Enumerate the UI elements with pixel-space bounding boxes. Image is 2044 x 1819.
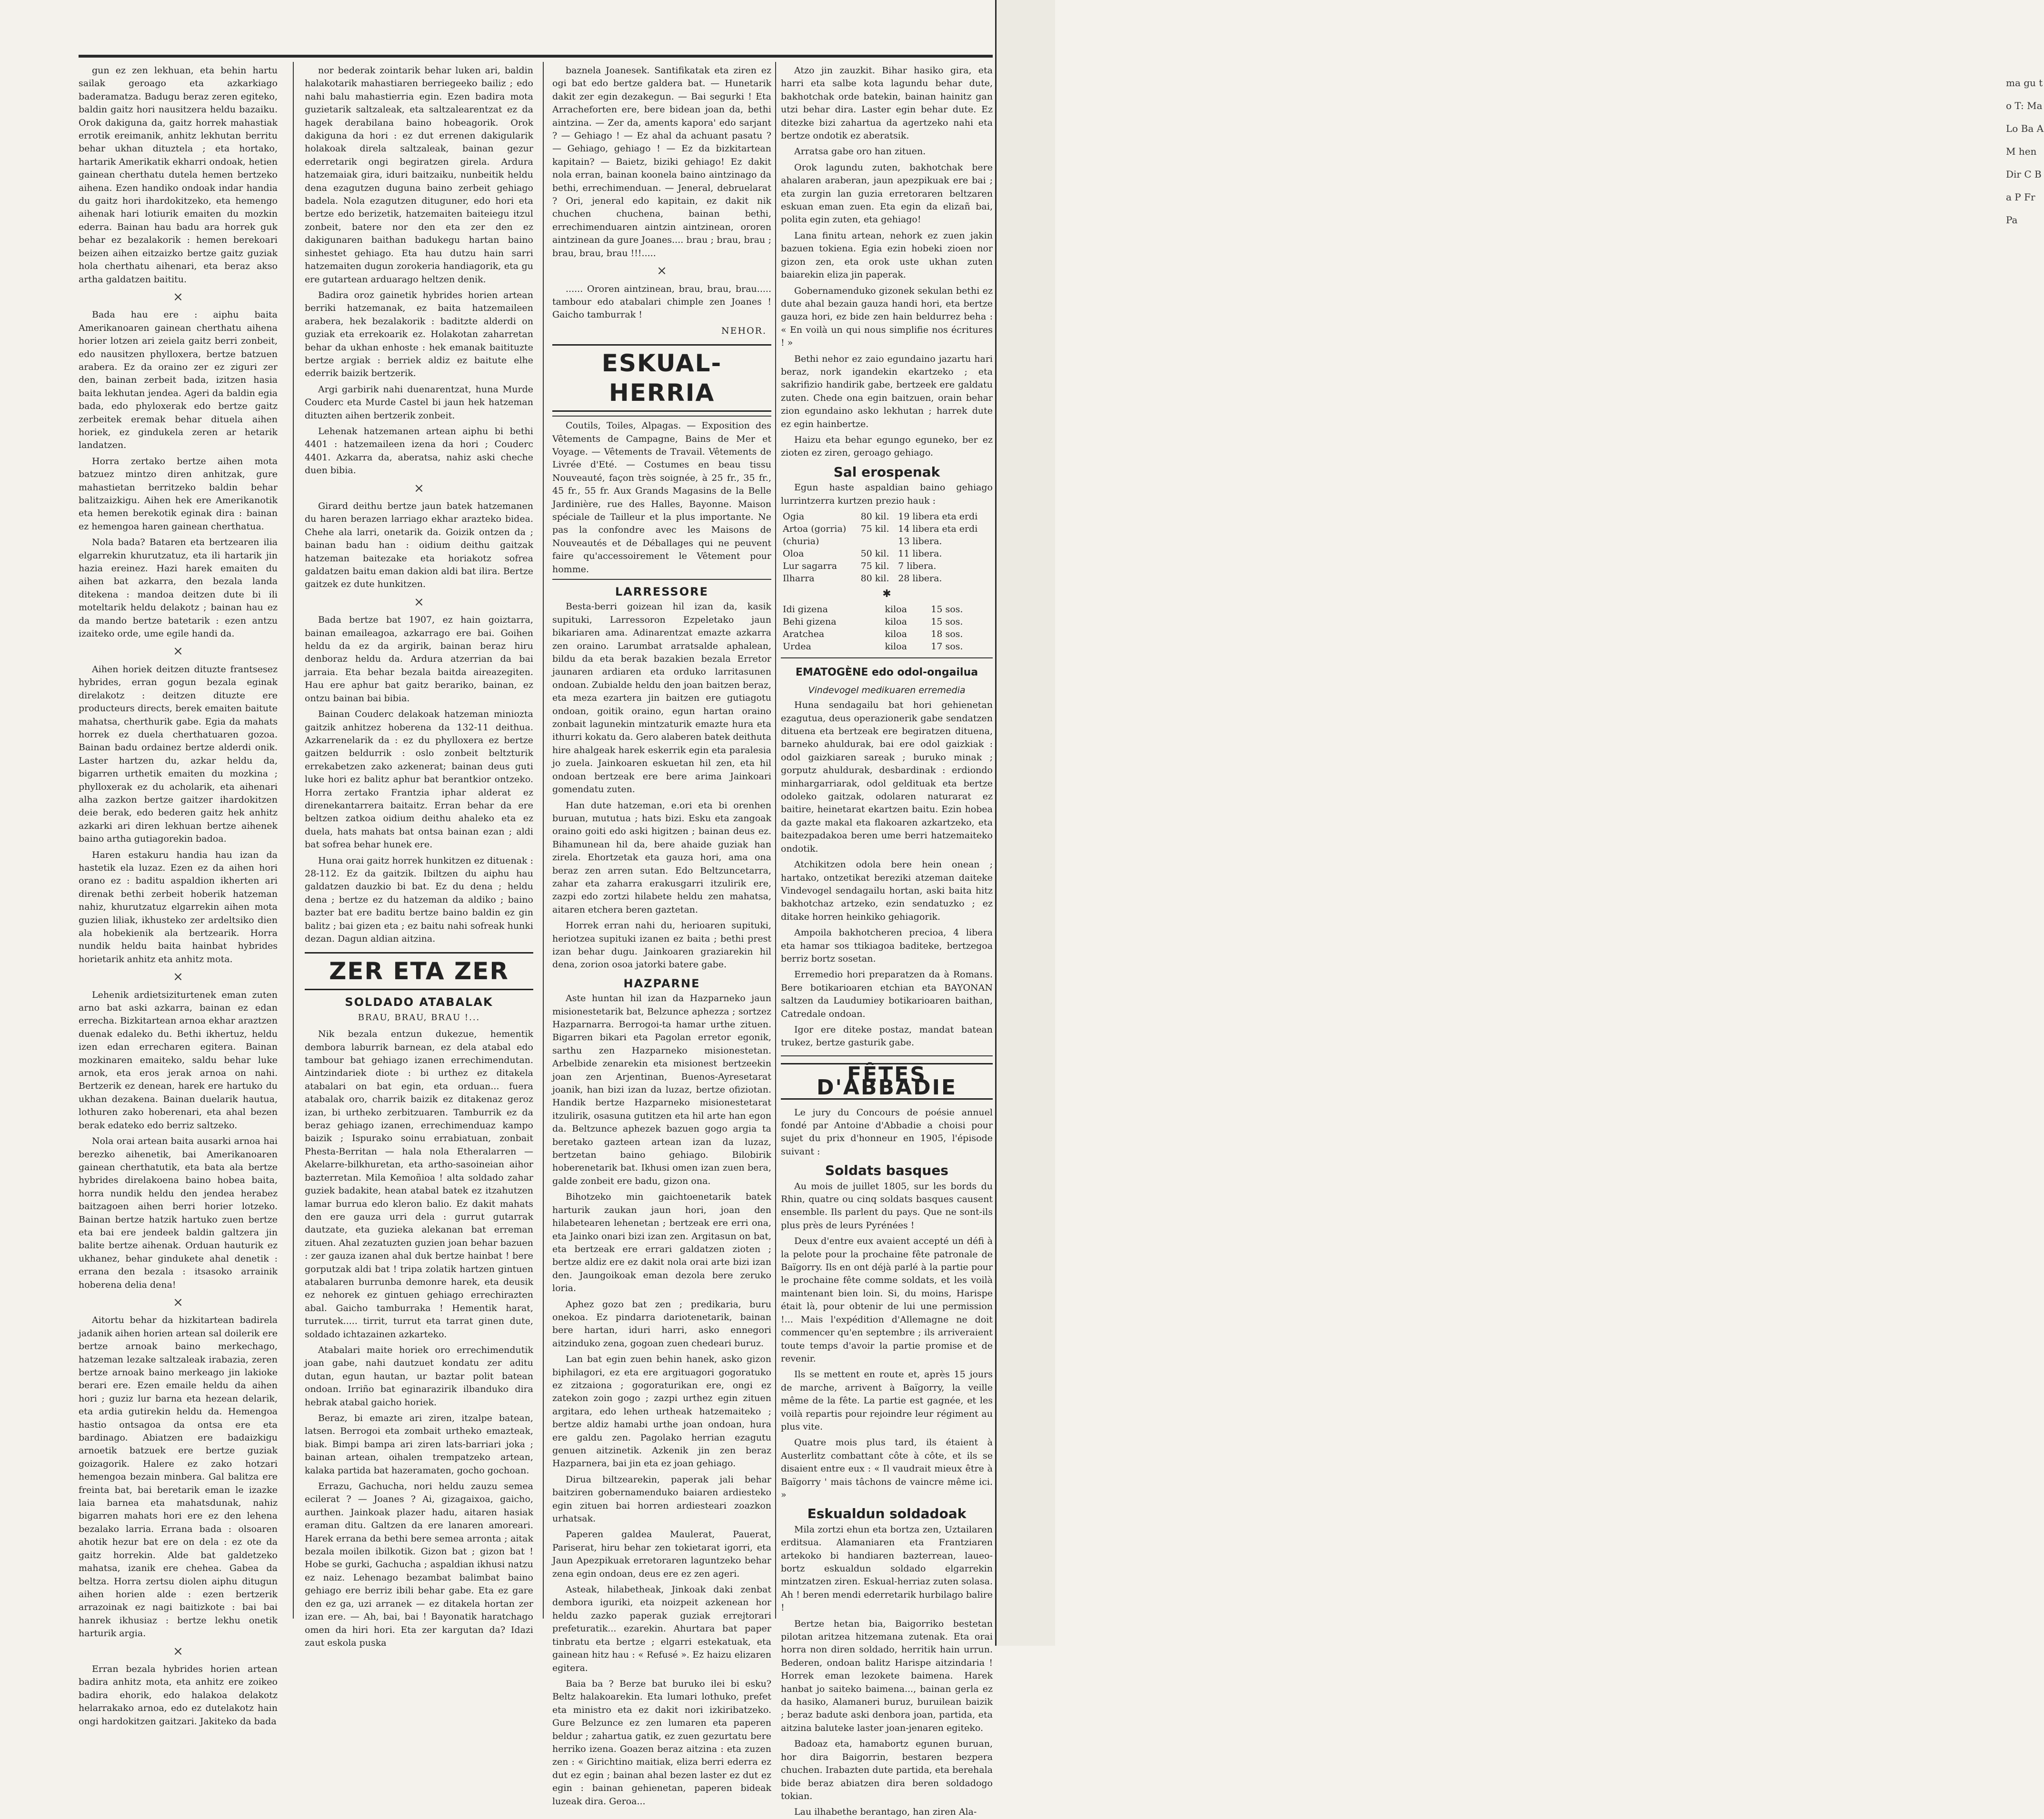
price-cell-item: Aratchea bbox=[783, 629, 825, 640]
soldats-basques-text bbox=[781, 1180, 993, 1502]
paragraph: Nola orai artean baita ausarki arnoa hai berezko aihenetik, bai Amerikanoaren gainean cherthatutik, eta bata ala bertze hybrides direlakoena baino hobea baita, horra nundik heldu den jendea herabez baitzagoen aihen berri horier lotzeko. Bainan bertze hatzik hartuko zuen bertze eta bai ere jendeek baldin galtzera jin balite bertze aihenak. Orduan hauturik ez ukhanez, behar gindukete ahal denetik : errana den bezala : itsasoko arrainik hoberena delia dena! bbox=[79, 1136, 278, 1290]
section-separator-cross: × bbox=[657, 264, 667, 278]
price-row bbox=[781, 603, 993, 616]
paragraph: gun ez zen lekhuan, eta behin hartu sailak geroago eta azkarkiago baderamatza. Badugu beraz zeren egiteko, baldin gaitz hori nausitzera heldu bazaiku. Orok dakiguna da, gaitz horrek mahastiak errotik ereimanik, anhitz lekhutan berritu behar ukhan dituztela ; eta hortako, hartarik Amerikatik ekharri ondoak, hetien gainean cherthatu dutela hemen bertzeko aihena. Ezen handiko ondoak indar handia du gaitz hori ihardokitzeko, eta hemengo aihenak hari lotiurik emaiten du mozkin ederra. Bainan hau badu ara horrek guk behar ez bezalakorik : hemen berekoari beizen aihen eitzaizko bertze gaitz guziak hola cherthatu aihenari, eta beraz akso artha galdatzen baititu. bbox=[79, 65, 278, 285]
paragraph: Lana finitu artean, nehork ez zuen jakin bazuen tokiena. Egia ezin hobeki zioen nor gizon zen, eta orok uste ukhan zuten baiarekin eliza jin paperak. bbox=[781, 230, 993, 280]
paragraph: Huna sendagailu bat hori gehienetan ezagutua, deus operazionerik gabe sendatzen dituena eta bertzeak ere begiratzen dituena, barneko ahuldurak, bai ere odol gaizkiak : odol gaizkiaren sareak ; buruko minak ; gorputz ahuldurak, desbardinak : erdiondo minhargarriarak, odol geldituak eta bertze odoleko gaitzak, odolaren naturarat ez baitire, heinetarat ekartzen baitu. Ezin hobea da gazte makal eta flakoaren azkartzeko, eta baitezpadakoa beren ume berri hatzemaiteko ondotik. bbox=[781, 700, 993, 854]
belle-jardiniere-ad: Coutils, Toiles, Alpagas. — Exposition des Vêtements de Campagne, Bains de Mer et Voyage. — Vêtements de Travail. Vêtements de Livrée d'Eté. — Costumes en beau tissu Nouveauté, façon très soignée, à 25 fr., 35 fr., 45 fr., 55 fr. Aux Grands Magasins de la Belle Jardinière, rue des Halles, Bayonne. Maison spéciale de Tailleur et la plus importante. Ne pas la confondre avec les Maisons de Nouveautés et de Déballages qui ne peuvent faire qu'accessoirement le Vêtement pour homme. bbox=[552, 416, 771, 580]
price-row bbox=[781, 547, 993, 560]
paragraph: Lehenik ardietsiziturtenek eman zuten arno bat aski azkarra, bainan ez edan errecha. Bizkitartean arnoa ekhar araztzen duenak edaleko du. Bethi ikhertuz, heldu izen edan errecharen egitera. Bainan mozkinaren emaiteko, saldu behar luke arnok, eta eros jerak arnoa on nahi. Bertzerik ez denean, harek ere hartuko du ukhan dezakena. Bainan duelarik hautua, lothuren zako hoberenari, eta ahal bezen berak edateko edo berriz saltzeko. bbox=[79, 989, 278, 1131]
star-separator: ✱ bbox=[882, 588, 891, 600]
price-cell-price: 28 libera. bbox=[898, 573, 942, 584]
price-cell-price: 15 sos. bbox=[931, 604, 963, 615]
paragraph: Huna orai gaitz horrek hunkitzen ez dituenak : 28-112. Ez da gaitzik. Ibiltzen du aiphu hau galdatzen dauzkio bi bat. Ez du dena ; heldu dena ; bertze ez du hatzeman da aldiko ; baino bazter bat ere baditu bertze baino baldin ez gin balitz ; bai gizen eta ; ez baitu nahi sofreak hunki dezan. Dagun aldian aitzina. bbox=[305, 855, 533, 944]
paragraph: Lau ilhabethe berantago, han ziren Ala- bbox=[794, 1807, 977, 1818]
eskual-herria-masthead: ESKUAL-HERRIA bbox=[552, 344, 771, 412]
paragraph: Badira oroz gainetik hybrides horien artean berriki hatzemanak, ez baita hatzemaileen arabera, hek bezalakorik : baditzte alderdi on guziak eta errekoarik ez. Holakotan zaharretan behar da ukhan enhoste : hek emanak baitituzte bertze argiak : berriek aldiz ez baitute elhe ederrik baizik bertzerik. bbox=[305, 289, 533, 379]
paragraph: Le jury du Concours de poésie annuel fondé par Antoine d'Abbadie a choisi pour sujet du prix d'honneur en 1905, l'épisode suivant : bbox=[781, 1107, 993, 1157]
price-cell-price: 13 libera. bbox=[898, 536, 942, 547]
price-cell-price: 19 libera eta erdi bbox=[898, 511, 978, 522]
price-cell-item: Urdea bbox=[783, 641, 811, 652]
price-cell-item: Ilharra bbox=[783, 573, 815, 584]
paragraph: Deux d'entre eux avaient accepté un défi à la pelote pour la prochaine fête patronale de Baïgorry. Ils en ont déjà parlé à la partie pour le prochaine fête comme soldats, et les voilà maintenant bien loin. Si, du moins, Harispe était là, pour obtenir de lui une permission !... Mais l'expédition d'Allemagne ne doit commencer qu'en septembre ; ils arriveraient toute temps d'avoir la partie promise et de revenir. bbox=[781, 1236, 993, 1364]
price-cell-item: (churia) bbox=[783, 536, 819, 547]
paragraph: Gobernamenduko gizonek sekulan bethi ez dute ahal bezain gauza handi hori, eta bertze gauza hori, ez bide zen hain beldurrez beha : « En voilà un qui nous simplifie nos écritures ! » bbox=[781, 285, 993, 348]
market-intro: Egun haste aspaldian baino gehiago lurrintzerra kurtzen prezio hauk : bbox=[781, 482, 993, 506]
paragraph: Erran bezala hybrides horien artean badira anhitz mota, eta anhitz ere zoikeo badira ehorik, edo halakoa delakotz helarrakako arnoa, edo ez dutelakotz hain ongi hardokitzen gaitzari. Jakiteko da bada bbox=[79, 1663, 278, 1727]
price-cell-measure: 75 kil. bbox=[860, 561, 889, 571]
paragraph: ...... Ororen aintzinean, brau, brau, brau..... tambour edo atabalari chimple zen Joanes ! Gaicho tamburrak ! bbox=[552, 283, 771, 320]
paragraph: baznela Joanesek. Santifikatak eta ziren ez ogi bat edo bertze galdera bat. — Hunetarik dakit zer egin dezakegun. — Bai segurki ! Eta Arracheforten ere, bere bidean joan da, bethi aintzina. — Zer da, aments kapora' edo sarjant ? — Gehiago ! — Ez ahal da achuant pasatu ? — Gehiago, gehiago ! — Ez da bizkitartean kapitain? — Baietz, biziki gehiago! Ez dakit nola erran, bainan koonela baino aintzinago da bethi, errechimenduan. — Jeneral, debruelarat ? Ori, jeneral edo kapitain, ez dakit nik chuchen chuchena, bainan bethi, errechimenduaren aintzin aintzinean, ororen aintzinean da gure Joanes.... brau ; brau, brau ; brau, brau, brau !!!..... bbox=[552, 65, 771, 258]
adjacent-page-edge bbox=[995, 0, 2044, 1646]
paragraph: Bada bertze bat 1907, ez hain goiztarra, bainan emaileagoa, azkarrago ere bai. Goihen heldu da ez da argirik, bainan beraz hiru denboraz heldu da. Ardura atzerrian da bai jarraia. Eta behar bezala baitda aireazegiten. Hau ere aphur bat gaitz berariko, bainan, ez ontzu bainan bai bibia. bbox=[305, 615, 533, 704]
ematogene-subtitle: Vindevogel medikuaren erremedia bbox=[808, 685, 966, 696]
paragraph: Besta-berri goizean hil izan da, kasik supituki, Larressoron Ezpeletako jaun bikariaren ama. Adinarentzat emazte azkarra zen oraino. Larumbat arratsalde aphalean, bildu da eta berak bazakien bezala Erretor jaunaren ardiaren eta orduko larritasunen ondoan. Zubialde heldu den joan baitzen beraz, eta meza ezartera jin baitzen ere gutiagotu ondoan, goitik oraino, egun hartan oraino zonbait lagunekin mintzaturik emazte hura eta ithurri kokatu da. Gero alaberen batek deithuta hire ahalgeak harek eskerrik egin eta paralesia jo zuela. Jainkoaren eskuetan hil zen, eta hil ondoan bertzeak ere bere arima Jainkoari gomendatu zuten. bbox=[552, 601, 771, 795]
price-row bbox=[781, 560, 993, 572]
paragraph: Arratsa gabe oro han zituen. bbox=[794, 146, 926, 157]
price-cell-measure: 50 kil. bbox=[860, 548, 889, 559]
paragraph: Orok lagundu zuten, bakhotchak bere ahalaren araberan, jaun apezpikuak ere bai ; eta zurgin lan guzia erretoraren beltzaren eskuan eman zuen. Eta egin da elizañ bai, polita egin zuten, eta gehiago! bbox=[781, 162, 993, 225]
hazparne-title: HAZPARNE bbox=[623, 976, 700, 990]
paragraph: Bethi nehor ez zaio egundaino jazartu hari beraz, nork igandekin ekartzeko ; eta sakrifizio handirik gabe, bertzeek ere galdatu zuten. Chede ona egin baitzuen, orain behar zion egundaino asko lekhutan ; harrek dute ez egin hainbertze. bbox=[781, 353, 993, 429]
paragraph: Han dute hatzeman, e.ori eta bi orenhen buruan, mututua ; hats bizi. Esku eta zangoak oraino goiti edo aski higitzen ; bainan deus ez. Bihamunean hil da, bere ahaide guziak han zirela. Ehortzetak eta gauza hori, ama ona beraz zen arren sutan. Edo Beltzuncetarra, zahar eta zaharra erakusgarri itzulirik ere, zazpi edo zortzi hilabete heldu zen mahatsa, aitaren etchera beren gaztetan. bbox=[552, 800, 771, 915]
top-rule bbox=[79, 55, 993, 58]
hazparne-article-continued bbox=[781, 64, 993, 460]
price-cell-measure: 75 kil. bbox=[860, 524, 889, 534]
paragraph: Igor ere diteke postaz, mandat batean trukez, bertze gasturik gabe. bbox=[781, 1024, 993, 1048]
paragraph: nor bederak zointarik behar luken ari, baldin halakotarik mahastiaren berriegeeko bailiz ; edo nahi balu mahastierria egin. Ezen badira mota guzietarik saltzaleak, eta saltzalearentzat ez da hagek derabilana baino hobeagorik. Orok dakiguna da hori : ez dut errenen dakigularik holakoak direla saltzaleak, bainan gezur ederretarik ongi begiratzen girela. Ardura hatzemaiak gira, iduri baitzaiku, nunbeitik heldu dena ezagutzen duguna baino zerbeit gehiago badela. Nola ezagutzen dituguner, edo hori eta bertze edo berizetik, hatzemaiten baiteiegu itzul zonbeit, batere nor den eta zer den ez dakigunaren baithan badukegu hartan baino sinhestet gehiago. Eta hau dutzu hain sarri hatzemaiten dugun zorokeria handiagorik, eta gu ere gutartean arduarago heltzen denik. bbox=[305, 65, 533, 285]
paragraph: Bainan Couderc delakoak hatzeman miniozta gaitzik anhitzez hoberena da 132-11 deithua. Azkarrenelarik da : ez du phylloxera ez bertze gaitzen beldurrik : oslo zonbeit beltzturik errekabetzen zako azkenerat; bainan deus guti luke hori ez balitz aphur bat berantkior ontzeko. Horra zertako Frantzia iphar alderat ez direnekantarrera baitaitz. Erran behar da ere beltzen zatkoa oidium deithu ahaleko eta ez duela, hats mahats bat ontsa bainan ezan ; aldi bat sofrea behar hunek ere. bbox=[305, 709, 533, 850]
price-cell-price: 18 sos. bbox=[931, 629, 963, 640]
paragraph: Ils se mettent en route et, après 15 jours de marche, arrivent à Baïgorry, la veille même de la fête. La partie est gagnée, et les voilà repartis pour rejoindre leur régiment au plus vite. bbox=[781, 1369, 993, 1432]
paragraph: Haren estakuru handia hau izan da hastetik ela luzaz. Ezen ez da aihen hori orano ez : baditu aspaldion ikherten ari direnak bethi zerbeit hoberik hatzeman nahiz, khurutzatuz elgarrekin aihen mota guzien liliak, ikhusteko zer ardeltsiko dien ala hobekienik ala bertzearik. Horra nundik heldu baita hainbat hybrides horietarik anhitz eta anhitz mota. bbox=[79, 849, 278, 964]
price-cell-measure bbox=[859, 535, 897, 547]
price-row bbox=[781, 523, 993, 535]
paragraph: Bada hau ere : aiphu baita Amerikanoaren gainean cherthatu aihena horier lotzen ari zeiela gaitz berri zonbeit, edo nausitzen phylloxera, bertze batzuen arabera. Ez da oraino zer ez ziguri zer den, bainan zerbeit bada, izitzen hasia baita lekhutan jendea. Ageri da baldin egia bada, edo phyloxerak edo bertze gaitz zerbeitek eremak behar dituela aihen horiek, ez gindukela zeren ar hetarik landatzen. bbox=[79, 309, 278, 451]
price-cell-price: 15 sos. bbox=[931, 616, 963, 627]
paragraph: Horra zertako bertze aihen mota batzuez mintzo diren anhitzak, gure mahastietan berritzeko baldin behar balitzaizkigu. Aihen hek ere Amerikanotik eta hemen berekotik eginak dira : bainan ez hemengoa haren gainean cherthatua. bbox=[79, 456, 278, 532]
zer-eta-zer-masthead: ZER ETA ZER bbox=[305, 952, 533, 990]
paragraph: Asteak, hilabetheak, Jinkoak daki zenbat dembora iguriki, eta noizpeit azkenean hor heldu zazko paperak guziak errejtorari prefeturatik... ezarekin. Ahurtara bat paper tinbratu eta bertze ; elgarri estekatuak, eta gainean hitz hau : « Refusé ». Ez haizu elizaren egitera. bbox=[552, 1584, 771, 1673]
ematogene-ad bbox=[781, 657, 993, 1056]
paragraph: Bihotzeko min gaichtoenetarik batek harturik zaukan jaun hori, joan den hilabetearen lehenetan ; bertzeak ere erri ona, eta Jainko onari bizi izan zen. Argitasun on bat, eta bertzeak ere errari galdatzen zioten ; bertze aldiz ere ez dakit nola orai arte bizi izan den. Jaungoikoak eman dezola bere zeruko loria. bbox=[552, 1192, 771, 1294]
fetes-intro bbox=[781, 1106, 993, 1159]
column-4 bbox=[781, 64, 993, 1818]
price-cell-item: Lur sagarra bbox=[783, 561, 838, 571]
paragraph: Aphez gozo bat zen ; predikaria, buru onekoa. Ez pindarra dariotenetarik, bainan bere hartan, iduri harri, asko ennegori aitzinduko zena, gogoan zuen chedeari buruz. bbox=[552, 1299, 771, 1349]
price-cell-item: Oloa bbox=[783, 548, 804, 559]
paragraph: Paperen galdea Maulerat, Pauerat, Pariserat, hiru behar zen tokietarat igorri, eta Jaun Apezpikuak erretoraren laguntzeko behar zena egin ondoan, deus ere ez zen ageri. bbox=[552, 1529, 771, 1579]
eskualdun-soldadoak-text bbox=[781, 1523, 993, 1819]
article-signature: NEHOR. bbox=[721, 325, 767, 336]
paragraph: Aihen horiek deitzen dituzte frantsesez hybrides, erran gogun bezala eginak direlakotz : deitzen dituzte ere producteurs directs, berek emaiten baitute mahatsa, cherthurik gabe. Egia da mahats horrek ez duela cherthatuaren gozoa. Bainan badu ordainez bertze alderdi onik. Laster hartzen du, azkar heldu da, bigarren urthetik emaiten du mozkina ; phylloxerak ez du acholarik, eta aihenari alha zazkon bertze gaitzer ihardokitzen deie berak, edo bederen gaitz hek anhitz azkarki ari diren lekhuan bertze aihenek baino artha gutiagorekin badoa. bbox=[79, 664, 278, 845]
price-row bbox=[781, 640, 993, 653]
larressore-article bbox=[552, 600, 771, 971]
soldado-atabalak-title: SOLDADO ATABALAK bbox=[345, 995, 493, 1009]
paragraph: Aste huntan hil izan da Hazparneko jaun misionestetarik bat, Belzunce aphezza ; sortzez Hazparnarra. Berrogoi-ta hamar urthe zituen. Bigarren bikari eta Pagolan erretor egonik, sarthu zen Hazparneko misionestetan. Arbelbide zenarekin eta misionest bertzeekin joan zen Arjentinan, Buenos-Ayresetarat joanik, han bizi izan da luzaz, bertze ofiziotan. Handik bertze Hazparneko misionestetarat itzulirik, osasuna gutitzen eta hil arte han egon da. Beltzunce aphezek bazuen gogo argia ta beretako gazteen artean izan da luzaz, bertzetan baino gehiago. Bilobirik hoberenetarik bat. Ikhusi omen izan zuen bera, galde zonbeit ere badu, gizon ona. bbox=[552, 993, 771, 1186]
price-cell-unit: kiloa bbox=[885, 629, 907, 640]
paragraph: Mila zortzi ehun eta bortza zen, Uztailaren erditsua. Alamaniaren eta Frantziaren artekoko bi handiaren bazterrean, laueo-bortz eskualdun soldado elgarrekin mintzatzen ziren. Eskual-herriaz zuten solasa. Ah ! beren mendi ederretarik hurbilago balire ! bbox=[781, 1524, 993, 1613]
column-divider bbox=[293, 62, 294, 1619]
price-cell-unit: kiloa bbox=[885, 616, 907, 627]
price-cell-price: 17 sos. bbox=[931, 641, 963, 652]
price-cell-measure: 80 kil. bbox=[860, 511, 889, 522]
column-divider bbox=[543, 62, 544, 1619]
paragraph: Dirua biltzearekin, paperak jali behar baitziren gobernamenduko baiaren ardiesteko egin zituen bai horren ardiesteari zoazkon urhatsak. bbox=[552, 1474, 771, 1524]
paragraph: Atchikitzen odola bere hein onean ; hartako, ontzetikat bereziki atzeman daiteke Vindevogel sendagailu hortan, aski baita hitz bakhotchaz artzeko, ezin sendatuzko ; ez ditake horren heinkiko gehiagorik. bbox=[781, 859, 993, 922]
paragraph: Ampoila bakhotcheren precioa, 4 libera eta hamar sos ttikiagoa baditeke, bertzegoa berriz bortz sosetan. bbox=[781, 927, 993, 964]
section-separator-cross: × bbox=[414, 481, 424, 496]
price-row bbox=[781, 628, 993, 640]
vine-article-continued bbox=[305, 64, 533, 945]
price-cell-unit: kiloa bbox=[885, 641, 907, 652]
hazparne-article bbox=[552, 992, 771, 1808]
price-cell-item: Idi gizena bbox=[783, 604, 828, 615]
paragraph: Badoaz eta, hamabortz egunen buruan, hor dira Baigorrin, bestaren bezpera chuchen. Irabazten dute partida, eta berehala bide beraz abiatzen dira beren soldadogo tokian. bbox=[781, 1739, 993, 1801]
section-separator-cross: × bbox=[173, 289, 183, 304]
eskualdun-soldadoak-title: Eskualdun soldadoak bbox=[807, 1506, 967, 1522]
price-cell-measure: 80 kil. bbox=[860, 573, 889, 584]
section-separator-cross: × bbox=[173, 1295, 183, 1310]
paragraph: Bertze hetan bia, Baigorriko bestetan pilotan aritzea hitzemana zutenak. Eta orai horra non diren soldado, herritik hain urrun. Bederen, ondoan balitz Harispe aitzindaria ! Horrek eman lezokete baimena. Harek hanbat jo saiteko baimena..., bainan gerla ez da hasiko, Alamaneri buruz, buruilean baizik ; beraz badute aski denbora joan, partida, eta aitzina baluteke laster joan-jenaren egiteko. bbox=[781, 1618, 993, 1733]
price-cell-item: Artoa (gorria) bbox=[783, 524, 847, 534]
paragraph: Haizu eta behar egungo eguneko, ber ez zioten ez ziren, geroago gehiago. bbox=[781, 434, 993, 458]
ematogene-title: EMATOGÈNE edo odol-ongailua bbox=[795, 666, 978, 679]
soldado-atabalak-article bbox=[305, 1028, 533, 1650]
paragraph: Au mois de juillet 1805, sur les bords du Rhin, quatre ou cinq soldats basques causent ensemble. Ils parlent du pays. Que ne sont-ils plus près de leurs Pyrénées ! bbox=[781, 1181, 993, 1231]
paragraph: Baia ba ? Berze bat buruko ilei bi esku? Beltz halakoarekin. Eta lumari lothuko, prefet eta ministro eta ez dakit nori izkiribatzeko. Gure Belzunce ez zen lumaren eta paperen beldur ; zahartua gatik, ez zuen gezurtatu bere herriko izena. Goazen beraz aitzina : eta zuzen zen : « Girichtino maitiak, eliza berri ederra ez dut ez egin ; bainan ahal bezen laster ez dut ez egin : bainan gehienetan, paperen bideak luzeak dira. Geroa... bbox=[552, 1678, 771, 1807]
column-1 bbox=[79, 64, 278, 1727]
section-separator-cross: × bbox=[414, 595, 424, 609]
paragraph: Aitortu behar da hizkitartean badirela jadanik aihen horien artean sal doilerik ere bertze arnoak baino merkechago, hatzeman lezake saltzaleak irabazia, zeren bertze arnoak baino merkeago jin lakioke berari ere. Ezen emaile heldu da aihen hori ; guziz lur barna eta hezean delarik, eta ardia gutirekin heldu da. Hemengoa hastio ontsagoa da ontsa ere eta bardinago. Abiatzen ere badaizkigu arnoetik batzuek ere bertze guziak goizagorik. Halere ez zako hotzari hemengoa bezain minbera. Gal balitza ere freinta bat, bai beretarik eman le izazke laia barnea eta mahatsdunak, nahiz bigarren mahats hori ere ez den lehena bezalako larria. Errana bada : olsoaren ahotik hezur bat ere on dela : ez ote da gaitz horrekin. Alde bat galdetzeko mahatsa, izanik ere chehea. Gabea da beltza. Horra zertsu diolen aiphu ditugun aihen horien alde : ezen bertzerik arrazoinak ez nagi baitizkote : bai bai hanrek ikhusiaz : bertze lekhu onetik harturik argia. bbox=[79, 1315, 278, 1639]
paragraph: Argi garbirik nahi duenarentzat, huna Murde Couderc eta Murde Castel bi jaun hek hatzeman dituzten aihen bertzerik zonbeit. bbox=[305, 384, 533, 421]
price-row bbox=[781, 572, 993, 585]
price-row bbox=[781, 510, 993, 523]
paragraph: Horrek erran nahi du, herioaren supituki, heriotzea supituki izanen ez baita ; bethi prest izan behar dugu. Jainkoaren graziarekin hil dena, zorion osoa jatorki batere gabe. bbox=[552, 920, 771, 970]
price-cell-item: Behi gizena bbox=[783, 616, 837, 627]
price-cell-price: 14 libera eta erdi bbox=[898, 524, 978, 534]
paragraph: Erremedio hori preparatzen da à Romans. Bere botikarioaren etchian eta BAYONAN saltzen da Laudumiey botikarioaren baithan, Catredale ondoan. bbox=[781, 969, 993, 1019]
section-separator-cross: × bbox=[173, 1644, 183, 1659]
ematogene-text bbox=[781, 699, 993, 1050]
paragraph: Atzo jin zauzkit. Bihar hasiko gira, eta harri eta salbe kota lagundu behar dute, bakhotchak orde batekin, bainan hainitz gan utzi behar dira. Laster egin behar dute. Ez ditezke bizi zahartua da agertzeko nahi eta bertze ondotik ez aberatsik. bbox=[781, 65, 993, 141]
market-title: Sal erospenak bbox=[833, 464, 940, 480]
paragraph: Beraz, bi emazte ari ziren, itzalpe batean, latsen. Berrogoi eta zombait urtheko emazteak, biak. Bimpi bampa ari ziren lats-barriari joka ; bainan artean, oihalen trempatzeko artean, kalaka partida bat hazeramaten, gocho gochoan. bbox=[305, 1413, 533, 1476]
fetes-dabbadie-title: FÊTES D'ABBADIE bbox=[781, 1063, 993, 1100]
paragraph: Nola bada? Bataren eta bertzearen ilia elgarrekin khurutzatuz, eta ili hartarik jin hazia ereinez. Hazi harek emaiten du aihen bat azkarra, den bezala landa ditekena : mandoa deitzen dute bi ili moteltarik heldu delakotz ; bainan hau ez da mando bertze batetarik : ezen antzu izaiteko orde, ume egile handi da. bbox=[79, 537, 278, 639]
paragraph: Errazu, Gachucha, nori heldu zauzu semea ecilerat ? — Joanes ? Ai, gizagaixoa, gaicho, aurthen. Jainkoak plazer hadu, aitaren hasiak eraman ditu. Galtzen da ere lanaren amoreari. Harek errana da bethi bere semea arronta ; aitak bezala moilen ibilkotik. Gizon bat ; gizon bat ! Hobe se gurki, Gachucha ; aspaldian ikhusi natzu ez naiz. Lehenago bezambat balimbat baino gehiago ere berriz ibili behar gabe. Eta ez gare den ez ga, uzi arranek — ez ditakela hortan zer izan ere. — Ah, bai, bai ! Bayonatik haratchago omen da hiri hori. Eta zer kargutan da? Idazi zaut eskola puska bbox=[305, 1481, 533, 1648]
paragraph: Quatre mois plus tard, ils étaient à Austerlitz combattant côte à côte, et ils se disaient entre eux : « Il vaudrait mieux être à Baïgorry ' mais tâchons de vaincre même ici. » bbox=[781, 1437, 993, 1500]
column-2 bbox=[305, 64, 533, 1648]
dialogue-continued bbox=[552, 64, 771, 322]
paragraph: Nik bezala entzun dukezue, hementik dembora laburrik barnean, ez dela atabal edo tambour bat gehiago izanen errechimendutan. Aintzindariek diote : bi urthez ez ditakela atabalari on bat egin, eta orduan... fuera atabalak oro, charrik baizik ez ditakenaz geroz izan, bi urtheko zerbitzuaren. Tamburrik ez da beraz gehiago izanen, errechimenduaz kampo baizik ; Ispurako soinu errabiatuan, zonbait Phesta-Berritan — hala nola Etheralarren — Akelarre-bilkhuretan, eta artho-sasoineian aihor bazterretan. Mila Kemoñioa ! alta soldado zahar guziek badakite, hean atabal batek ez itzahutzen lamar burrua edo kleron balio. Ez dakit mahats den ere gauza urri dela : gurrut gutarrak dautzate, eta guzieka alekanan bat erreman zituen. Ahal zezatuzten guzien joan behar bazuen : zer gauza izanen ahal duk bertze hainbat ! bere gorputzak aldi bat ! tripa zolatik hartzen gintuen atabalaren burrunba demonre harek, eta deusik ez nehorek ez gintuen gehiago errechirazten abal. Gaicho tamburraka ! Hementik harat, turrutek..... tirrit, turrut eta tarrat ginen dute, soldado ichtazainen azkarteko. bbox=[305, 1029, 533, 1340]
price-row bbox=[781, 616, 993, 628]
price-cell-price: 11 libera. bbox=[898, 548, 942, 559]
price-cell-unit: kiloa bbox=[885, 604, 907, 615]
section-separator-cross: × bbox=[173, 970, 183, 984]
price-row bbox=[781, 535, 993, 547]
grain-price-table bbox=[781, 510, 993, 585]
price-cell-price: 7 libera. bbox=[898, 561, 937, 571]
paragraph: Lan bat egin zuen behin hanek, asko gizon biphilagori, ez eta ere argituagori gogoratuko ez zitzaiona ; gogoraturikan ere, ongi ez zatekon zoin gogo ; zazpi urthez egin zituen argitara, edo lehen urtheak hatzemaiteko ; bertze aldiz hamabi urthe joan ondoan, hura ere galdu zen. Pagolako herrian ezagutu genuen aitzinetik. Azkenik jin zen beraz Hazparnera, bai jin eta ez joan gehiago. bbox=[552, 1354, 771, 1469]
meat-price-table bbox=[781, 603, 993, 653]
larressore-title: LARRESSORE bbox=[615, 585, 708, 598]
soldats-basques-title: Soldats basques bbox=[825, 1163, 948, 1179]
paragraph: Atabalari maite horiek oro errechimendutik joan gabe, nahi dautzuet kondatu zer aditu dutan, egun hautan, ur baztar polit batean ondoan. Irriño bat eginarazirik ilbanduko dira hebrak atabal gaicho horiek. bbox=[305, 1344, 533, 1408]
section-separator-cross: × bbox=[173, 644, 183, 659]
price-cell-item: Ogia bbox=[783, 511, 805, 522]
paragraph: Girard deithu bertze jaun batek hatzemanen du haren berazen larriago ekhar arazteko bidea. Chehe ala larri, onetarik da. Goizik ontzen da ; bainan badu han : oidium deithu gaitzak hatzeman baitezake eta horiakotz sofrea galdatzen baitu eman dakion aldi bat ilira. Bertze gaitzek ez dute hunkitzen. bbox=[305, 501, 533, 590]
article-byline: BRAU, BRAU, BRAU !... bbox=[358, 1012, 480, 1023]
paragraph: Lehenak hatzemanen artean aiphu bi bethi 4401 : hatzemaileen izena da hori ; Couderc 4401. Azkarra da, aberatsa, nahiz aski cheche duen bibia. bbox=[305, 426, 533, 476]
column-divider bbox=[775, 62, 776, 1619]
adjacent-page-fragments: ma gu to T: Ma Lo Ba A M hen Dir C Ba P Fr Pa bbox=[2006, 77, 2044, 226]
column-3 bbox=[552, 64, 771, 1807]
